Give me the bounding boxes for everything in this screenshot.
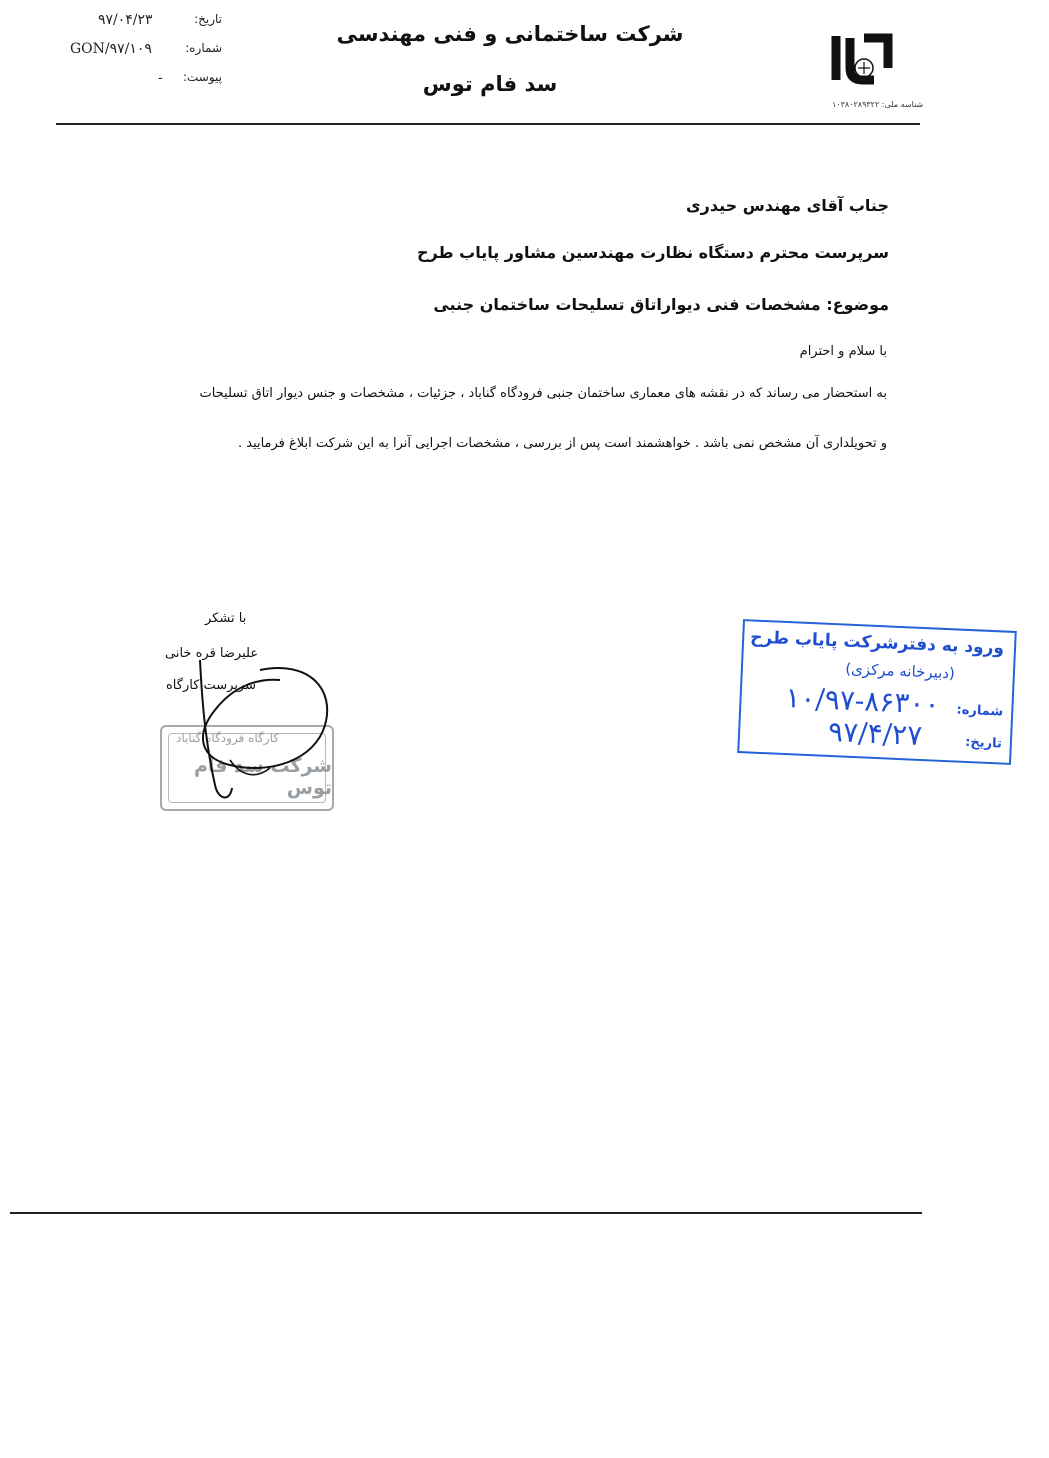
- logo-national-id: شناسه ملی: ۱۰۳۸۰۲۸۹۳۲۲: [832, 100, 924, 109]
- receipt-stamp-subtitle: (دبیرخانه مرکزی): [844, 659, 956, 683]
- site-stamp-line2: شرکت سد فام توس: [193, 755, 332, 799]
- header-rule: [56, 123, 920, 125]
- receipt-stamp-title: ورود به دفترشرکت پایاب طرح: [749, 627, 1005, 659]
- receipt-number-value: ۱۰/۹۷-۸۶۳۰۰: [784, 681, 941, 721]
- receipt-number-label: شماره:: [956, 702, 1004, 720]
- receipt-stamp: [737, 619, 1017, 765]
- handwritten-signature: [160, 640, 350, 820]
- date-label: تاریخ:: [194, 12, 222, 26]
- signer-name: علیرضا قره خانی: [165, 646, 259, 661]
- signer-title: سرپرست کارگاه: [166, 678, 257, 693]
- footer-rule: [10, 1212, 922, 1214]
- company-logo: [830, 28, 894, 90]
- meta-number-row: [62, 41, 222, 61]
- attachment-label: پیوست:: [182, 70, 222, 84]
- company-name-line1: شرکت ساختمانی و فنی مهندسی: [336, 22, 684, 46]
- closing-text: با تشکر: [205, 611, 247, 626]
- number-value: GON/۹۷/۱۰۹: [70, 41, 152, 57]
- date-value: ۹۷/۰۴/۲۳: [98, 12, 153, 28]
- addressee-line1: جناب آقای مهندس حیدری: [686, 196, 889, 215]
- receipt-date-label: تاریخ:: [964, 734, 1003, 752]
- meta-attachment-row: [62, 70, 222, 90]
- company-name-line2: سد فام توس: [422, 72, 558, 96]
- number-label: شماره:: [185, 41, 222, 55]
- meta-date-row: [62, 12, 222, 32]
- site-stamp-line1: کارگاه فرودگاه گناباد: [176, 731, 279, 745]
- greeting: با سلام و احترام: [799, 344, 887, 359]
- subject-line: موضوع: مشخصات فنی دیواراتاق تسلیحات ساختمان جنبی: [433, 295, 889, 314]
- logo-icon: [830, 28, 894, 90]
- receipt-date-value: ۹۷/۴/۲۷: [827, 714, 923, 752]
- body-line-1: به استحضار می رساند که در نقشه های معماری ساختمان جنبی فرودگاه گناباد ، جزئیات ، مشخصات و جنس دیوار اتاق تسلیحات: [199, 386, 887, 401]
- attachment-value: -: [158, 70, 163, 86]
- letter-meta: [62, 8, 222, 88]
- addressee-line2: سرپرست محترم دستگاه نظارت مهندسین مشاور پایاب طرح: [416, 243, 889, 262]
- body-line-2: و تحویلداری آن مشخص نمی باشد . خواهشمند است پس از بررسی ، مشخصات اجرایی آنرا به این شرکت ابلاغ فرمایید .: [237, 436, 887, 451]
